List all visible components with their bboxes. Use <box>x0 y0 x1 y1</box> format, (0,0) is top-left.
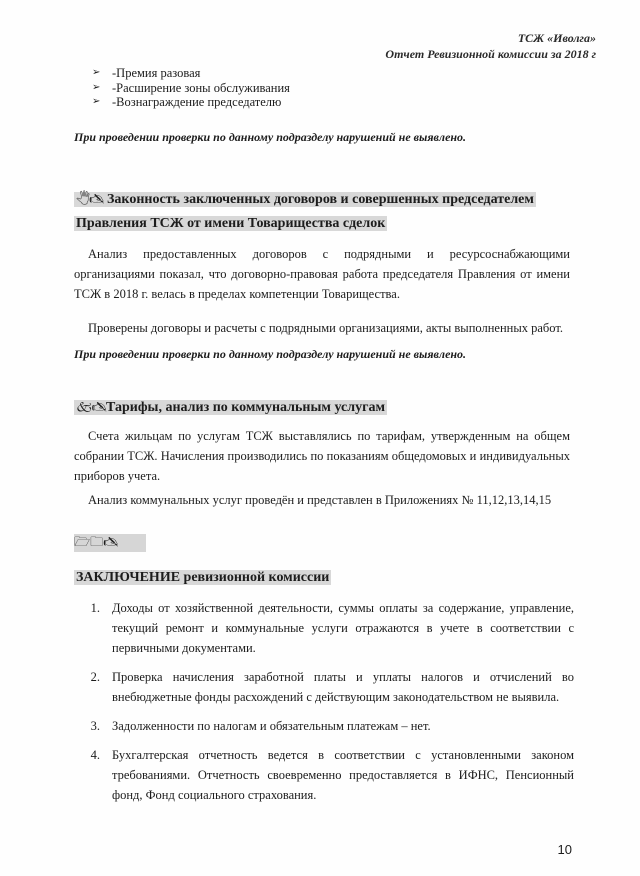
folder-symbol-icon: 🗁🗀🖎 <box>74 534 146 552</box>
section-title: Тарифы, анализ по коммунальным услугам <box>106 400 385 415</box>
page-number: 10 <box>557 842 572 857</box>
page-header <box>385 30 596 62</box>
finding-note: При проведении проверки по данному подразделу нарушений не выявлено. <box>74 347 467 361</box>
bullet-text: -Расширение зоны обслуживания <box>112 80 290 95</box>
paragraph: Счета жильцам по услугам ТСЖ выставлялись по тарифам, утвержденным на общем собрании ТСЖ. Начисления производились по показаниям общедомовых и индивидуальных приборов учета. <box>74 429 570 483</box>
list-item <box>74 667 574 707</box>
paragraph: Анализ предоставленных договоров с подрядными и ресурсоснабжающими организациями показал, что договорно-правовая работа председателя Правления от имени ТСЖ в 2018 г. велась в пределах компетенции Товарищества. <box>74 247 570 301</box>
bullet-item <box>92 95 290 110</box>
arrow-bullet-icon: ➢ <box>92 81 101 93</box>
bullet-item <box>92 81 290 96</box>
header-report-title: Отчет Ревизионной комиссии за 2018 г <box>385 47 596 61</box>
bullet-text: -Вознаграждение председателю <box>112 95 282 109</box>
item-number: 4. <box>90 748 100 762</box>
section-symbol-icon: 🖑🖎 <box>76 192 104 207</box>
list-item <box>74 745 574 805</box>
bullet-item <box>92 66 290 81</box>
bullet-text: -Премия разовая <box>112 66 201 80</box>
item-number: 2. <box>90 670 100 684</box>
section-symbol-icon: 🙵🖎 <box>76 400 107 415</box>
paragraph: Проверены договоры и расчеты с подрядными организациями, акты выполненных работ. <box>88 321 563 335</box>
section-title-line2: Правления ТСЖ от имени Товарищества сделок <box>76 216 386 231</box>
section-heading-tariffs <box>74 396 387 420</box>
item-text: Проверка начисления заработной платы и уплаты налогов и отчислений во внебюджетные фонды расхождений с действующим законодательством не выявила. <box>112 670 574 704</box>
conclusion-heading <box>74 566 331 590</box>
section-title-line1: Законность заключенных договоров и совершенных председателем <box>107 192 534 207</box>
list-item <box>74 716 574 736</box>
item-text: Доходы от хозяйственной деятельности, суммы оплаты за содержание, управление, текущий ремонт и коммунальные услуги отражаются в учете в соответствии с первичными документами. <box>112 601 574 655</box>
item-text: Задолженности по налогам и обязательным платежам – нет. <box>112 719 431 733</box>
conclusion-title: ЗАКЛЮЧЕНИЕ ревизионной комиссии <box>76 570 330 585</box>
paragraph: Анализ коммунальных услуг проведён и представлен в Приложениях № 11,12,13,14,15 <box>88 493 552 507</box>
bullet-list <box>92 66 290 110</box>
item-text: Бухгалтерская отчетность ведется в соответствии с установленными законом требованиями. Отчетность своевременно предоставляется в ИФНС, Пенсионный фонд, Фонд социального страхования. <box>112 748 574 802</box>
arrow-bullet-icon: ➢ <box>92 67 101 78</box>
header-org: ТСЖ «Иволга» <box>517 31 596 45</box>
conclusion-list <box>74 598 574 814</box>
list-item <box>74 598 574 658</box>
item-number: 1. <box>90 601 100 615</box>
item-number: 3. <box>90 719 100 733</box>
section-heading-contracts <box>74 188 536 236</box>
finding-note: При проведении проверки по данному подразделу нарушений не выявлено. <box>74 130 467 144</box>
arrow-bullet-icon: ➢ <box>92 96 101 107</box>
